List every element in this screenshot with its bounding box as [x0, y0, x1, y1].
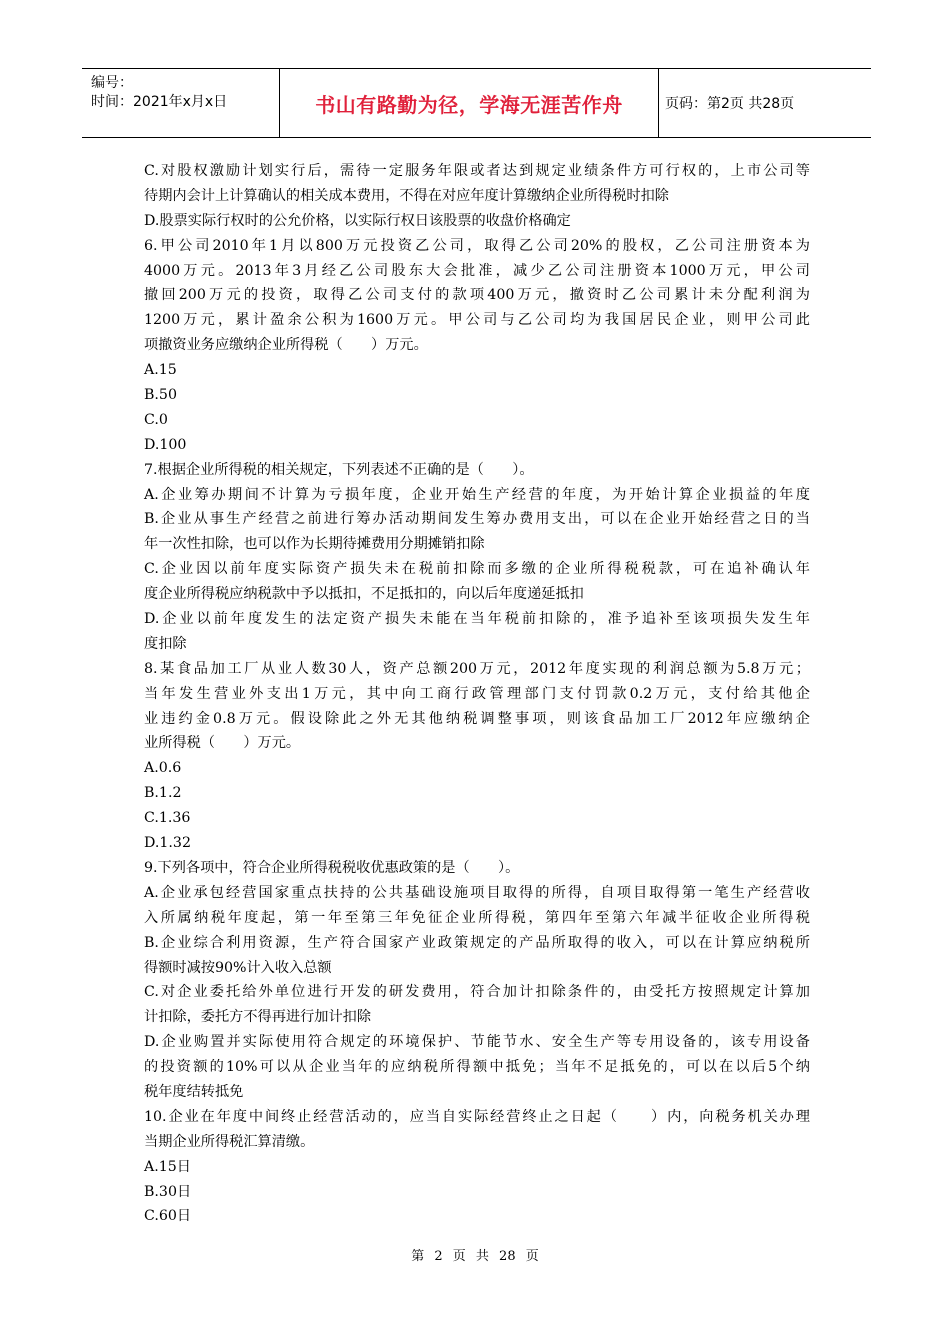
text-line: C.对企业委托给外单位进行开发的研发费用，符合加计扣除条件的，由受托方按照规定计算加 [144, 984, 810, 1001]
text-line: 8.某食品加工厂从业人数30人，资产总额200万元，2012年度实现的利润总额为5.8万元； [144, 660, 810, 677]
text-line: D.股票实际行权时的公允价格，以实际行权日该股票的收盘价格确定 [144, 212, 571, 229]
text-line: 税年度结转抵免 [144, 1083, 244, 1100]
text-line: A.0.6 [144, 760, 182, 777]
text-line: 项撤资业务应缴纳企业所得税（ ）万元。 [144, 337, 428, 354]
text-line: 的投资额的10%可以从企业当年的应纳税所得额中抵免；当年不足抵免的，可以在以后5个纳 [144, 1059, 810, 1076]
text-line: B.50 [144, 387, 177, 404]
text-line: 当年发生营业外支出1万元，其中向工商行政管理部门支付罚款0.2万元，支付给其他企 [144, 685, 810, 702]
text-line: 得额时减按90%计入收入总额 [144, 959, 332, 976]
document-date-label: 时间：2021年x月x日 [91, 94, 228, 110]
text-line: C.企业因以前年度实际资产损失未在税前扣除而多缴的企业所得税税款，可在追补确认年 [144, 561, 810, 578]
text-line: 年一次性扣除，也可以作为长期待摊费用分期摊销扣除 [144, 536, 485, 553]
header-motto: 书山有路勤为径，学海无涯苦作舟 [280, 69, 659, 137]
text-line: 待期内会计上计算确认的相关成本费用，不得在对应年度计算缴纳企业所得税时扣除 [144, 187, 669, 204]
text-line: 7.根据企业所得税的相关规定，下列表述不正确的是（ ）。 [144, 461, 534, 478]
text-line: 入所属纳税年度起，第一年至第三年免征企业所得税，第四年至第六年减半征收企业所得税 [144, 909, 810, 926]
text-line: B.企业综合利用资源，生产符合国家产业政策规定的产品所取得的收入，可以在计算应纳税所 [144, 934, 810, 951]
text-line: 度扣除 [144, 635, 187, 652]
text-line: 10.企业在年度中间终止经营活动的，应当自实际经营终止之日起（ ）内，向税务机关办理 [144, 1108, 810, 1125]
text-line: B.1.2 [144, 785, 182, 802]
document-number-label: 编号： [91, 75, 133, 91]
text-line: 业违约金0.8万元。假设除此之外无其他纳税调整事项，则该食品加工厂2012年应缴纳企 [144, 710, 810, 727]
text-line: 9.下列各项中，符合企业所得税税收优惠政策的是（ ）。 [144, 859, 520, 876]
text-line: C.60日 [144, 1208, 192, 1225]
text-line: 1200万元，累计盈余公积为1600万元。甲公司与乙公司均为我国居民企业，则甲公司此 [144, 312, 810, 329]
text-line: B.企业从事生产经营之前进行筹办活动期间发生筹办费用支出，可以在企业开始经营之日的当 [144, 511, 810, 528]
page-header [82, 68, 871, 138]
text-line: 业所得税（ ）万元。 [144, 735, 301, 752]
header-meta [82, 69, 280, 137]
text-line: 计扣除，委托方不得再进行加计扣除 [144, 1009, 372, 1026]
text-line: A.企业承包经营国家重点扶持的公共基础设施项目取得的所得，自项目取得第一笔生产经营收 [144, 884, 810, 901]
text-line: 6.甲公司2010年1月以800万元投资乙公司，取得乙公司20%的股权，乙公司注册资本为 [144, 237, 810, 254]
text-line: A.15 [144, 362, 177, 379]
text-line: C.0 [144, 411, 168, 428]
text-line: C.1.36 [144, 810, 191, 827]
text-line: D.1.32 [144, 835, 191, 852]
text-line: 撤回200万元的投资，取得乙公司支付的款项400万元，撤资时乙公司累计未分配利润为 [144, 287, 810, 304]
text-line: 当期企业所得税汇算清缴。 [144, 1133, 315, 1150]
text-line: C.对股权激励计划实行后，需待一定服务年限或者达到规定业绩条件方可行权的，上市公司等 [144, 163, 810, 179]
document-body [144, 159, 810, 1229]
page-footer: 第 2 页 共 28 页 [411, 1249, 539, 1264]
text-line: D.企业以前年度发生的法定资产损失未能在当年税前扣除的，准予追补至该项损失发生年 [144, 611, 810, 628]
text-line: A.15日 [144, 1158, 191, 1175]
text-line: D.企业购置并实际使用符合规定的环境保护、节能节水、安全生产等专用设备的，该专用设备 [144, 1034, 810, 1051]
text-line: B.30日 [144, 1183, 192, 1200]
text-line: D.100 [144, 436, 187, 453]
header-page-info: 页码：第2页 共28页 [665, 96, 795, 112]
text-line: 度企业所得税应纳税款中予以抵扣，不足抵扣的，向以后年度递延抵扣 [144, 586, 584, 603]
text-line: A.企业筹办期间不计算为亏损年度，企业开始生产经营的年度，为开始计算企业损益的年度 [144, 486, 810, 503]
text-line: 4000万元。2013年3月经乙公司股东大会批准，减少乙公司注册资本1000万元，甲公司 [144, 262, 810, 279]
